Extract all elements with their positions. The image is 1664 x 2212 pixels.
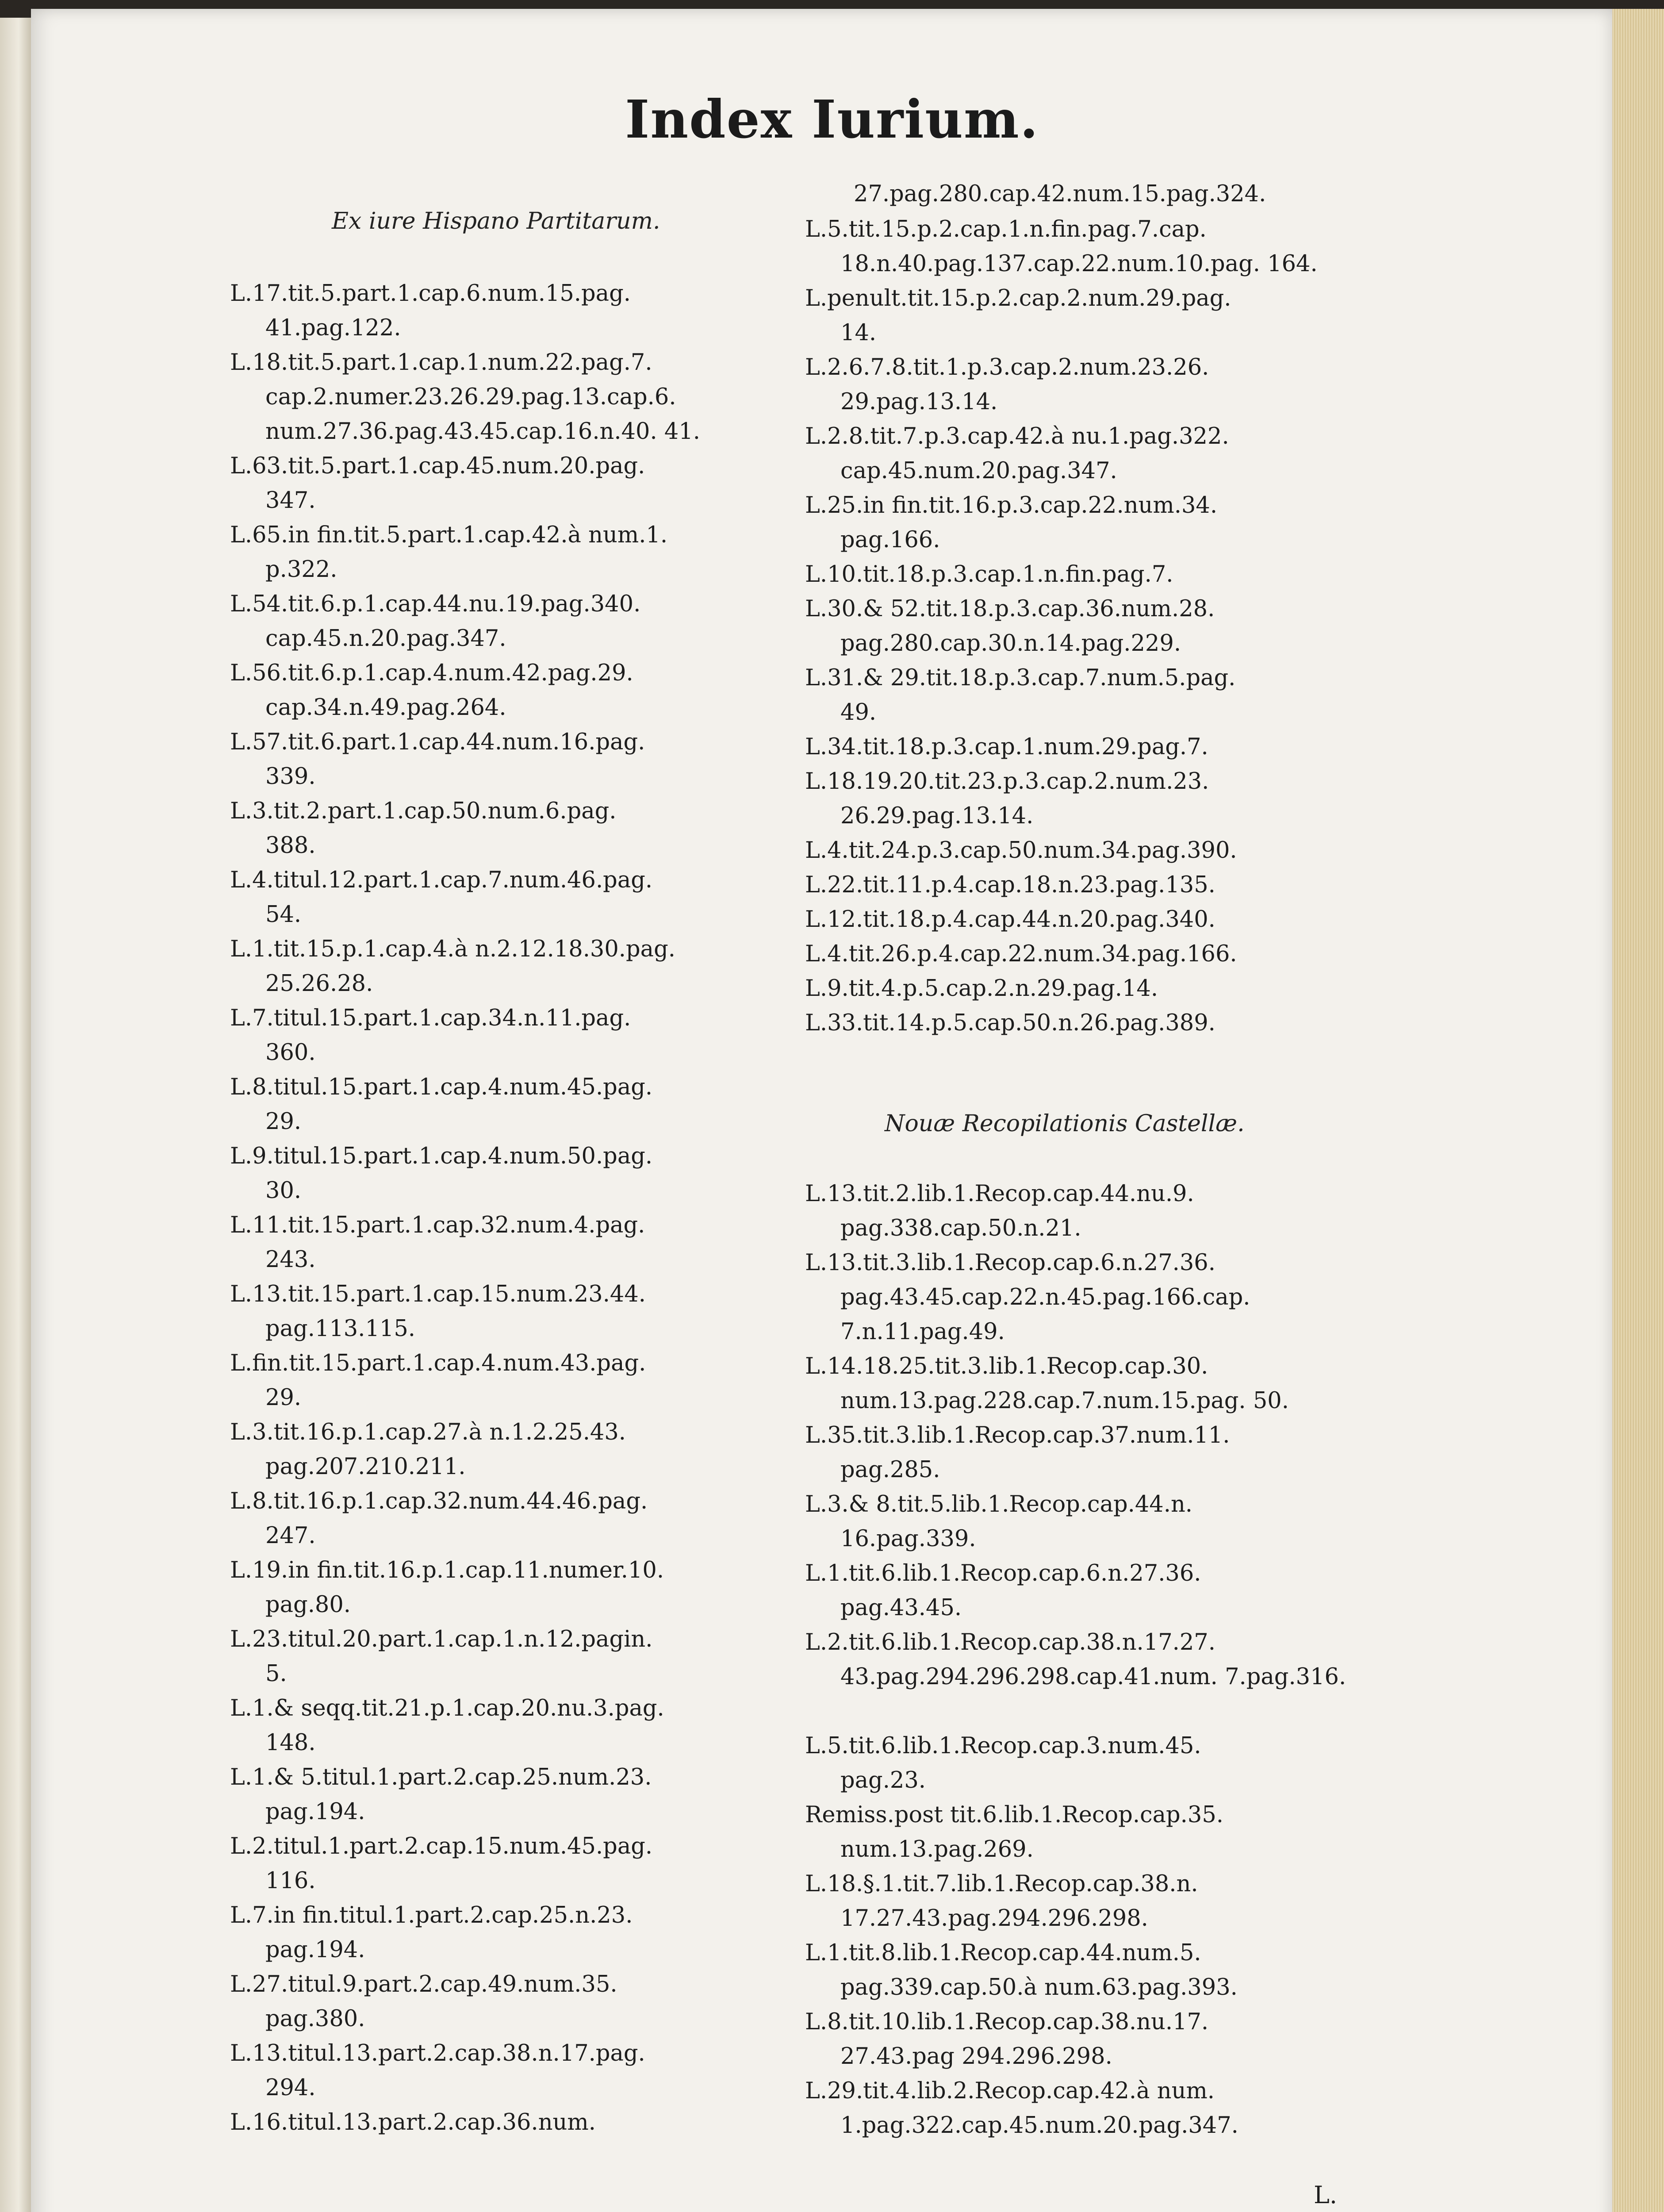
entry-continuation: 29.: [265, 1109, 302, 1135]
entry-first-line: L.5.tit.15.p.2.cap.1.n.fin.pag.7.cap.: [805, 216, 1207, 242]
entry-continuation: pag.23.: [840, 1767, 926, 1793]
entry-continuation: 339.: [265, 764, 316, 790]
entry-first-line: L.57.tit.6.part.1.cap.44.num.16.pag.: [230, 729, 645, 755]
entry-first-line: L.63.tit.5.part.1.cap.45.num.20.pag.: [230, 453, 645, 479]
entry-first-line: L.10.tit.18.p.3.cap.1.n.fin.pag.7.: [805, 561, 1173, 588]
index-entry: [805, 1867, 1353, 1936]
entry-continuation: pag.380.: [265, 2006, 365, 2032]
entry-first-line: L.9.titul.15.part.1.cap.4.num.50.pag.: [230, 1143, 653, 1169]
index-entry: [805, 1625, 1353, 1694]
entry-first-line: L.30.& 52.tit.18.p.3.cap.36.num.28.: [805, 596, 1215, 622]
entry-first-line: L.4.tit.24.p.3.cap.50.num.34.pag.390.: [805, 837, 1237, 864]
entry-continuation: pag.339.cap.50.à num.63.pag.393.: [840, 1974, 1238, 2001]
index-entry: [230, 656, 778, 725]
index-entry: [230, 276, 778, 346]
entry-continuation: 16.pag.339.: [840, 1526, 976, 1552]
index-entry: [805, 212, 1353, 281]
entry-continuation: pag.280.cap.30.n.14.pag.229.: [840, 630, 1181, 657]
entry-first-line: L.fin.tit.15.part.1.cap.4.num.43.pag.: [230, 1350, 646, 1376]
entry-continuation: pag.338.cap.50.n.21.: [840, 1215, 1081, 1241]
entry-continuation: cap.34.n.49.pag.264.: [265, 695, 506, 721]
entry-continuation: 347.: [265, 488, 316, 514]
index-entry: [805, 419, 1353, 488]
entry-first-line: L.2.tit.6.lib.1.Recop.cap.38.n.17.27.: [805, 1629, 1215, 1655]
catchword: L.: [1314, 2181, 1338, 2209]
section-title-recopilationis: Nouæ Recopilationis Castellæ.: [885, 1110, 1245, 1137]
entry-continuation: 247.: [265, 1523, 316, 1549]
entry-continuation: pag.113.115.: [265, 1316, 416, 1342]
index-entry: [230, 1691, 778, 1760]
entry-continuation: 360.: [265, 1040, 316, 1066]
entry-continuation: 116.: [265, 1868, 316, 1894]
entry-first-line: L.penult.tit.15.p.2.cap.2.num.29.pag.: [805, 285, 1231, 311]
entry-first-line: L.18.19.20.tit.23.p.3.cap.2.num.23.: [805, 768, 1209, 795]
index-entry: [230, 1415, 778, 1484]
entry-first-line: L.13.tit.3.lib.1.Recop.cap.6.n.27.36.: [805, 1250, 1215, 1276]
index-entry: [230, 725, 778, 794]
entry-continuation: 25.26.28.: [265, 971, 373, 997]
entry-continuation: 30.: [265, 1178, 302, 1204]
entry-first-line: L.2.8.tit.7.p.3.cap.42.à nu.1.pag.322.: [805, 423, 1229, 449]
index-entry: [805, 1006, 1353, 1041]
entry-continuation: pag.80.: [265, 1592, 351, 1618]
entry-continuation: 49.: [840, 699, 877, 726]
index-entry: [230, 1346, 778, 1415]
entry-first-line: L.35.tit.3.lib.1.Recop.cap.37.num.11.: [805, 1422, 1230, 1448]
entry-first-line: L.23.titul.20.part.1.cap.1.n.12.pagin.: [230, 1626, 653, 1652]
entry-continuation: 148.: [265, 1730, 316, 1756]
index-entry: [805, 1936, 1353, 2005]
index-entry: [805, 730, 1353, 764]
entry-continuation: 29.pag.13.14.: [840, 389, 998, 415]
index-entry: [230, 1208, 778, 1277]
entry-continuation: 1.pag.322.cap.45.num.20.pag.347.: [840, 2112, 1238, 2139]
entry-first-line: L.1.tit.15.p.1.cap.4.à n.2.12.18.30.pag.: [230, 936, 675, 962]
section-title-partitarum: Ex iure Hispano Partitarum.: [332, 208, 660, 234]
index-entry: [805, 972, 1353, 1006]
entry-continuation: 41.pag.122.: [265, 315, 401, 341]
index-entry: [805, 937, 1353, 972]
entry-continuation: 18.n.40.pag.137.cap.22.num.10.pag. 164.: [840, 251, 1318, 277]
entry-continuation: pag.285.: [840, 1457, 940, 1483]
left-page-edge: [0, 18, 31, 2212]
entry-first-line: L.1.& 5.titul.1.part.2.cap.25.num.23.: [230, 1764, 652, 1790]
entry-first-line: L.1.& seqq.tit.21.p.1.cap.20.nu.3.pag.: [230, 1695, 664, 1721]
index-entry: [805, 833, 1353, 868]
entry-continuation: 388.: [265, 833, 316, 859]
entry-continuation: cap.45.n.20.pag.347.: [265, 626, 506, 652]
entry-continuation: pag.166.: [840, 527, 940, 553]
entry-first-line: L.31.& 29.tit.18.p.3.cap.7.num.5.pag.: [805, 665, 1236, 691]
index-entry: [805, 868, 1353, 902]
index-entry: [230, 346, 778, 449]
entry-first-line: Remiss.post tit.6.lib.1.Recop.cap.35.: [805, 1802, 1223, 1828]
index-entry: [230, 1001, 778, 1070]
index-entry: [805, 1349, 1353, 1418]
entry-continuation: 54.: [265, 902, 302, 928]
entry-first-line: L.5.tit.6.lib.1.Recop.cap.3.num.45.: [805, 1733, 1201, 1759]
entry-continuation: num.13.pag.269.: [840, 1836, 1034, 1863]
index-entry: [230, 587, 778, 656]
index-entry: [230, 1277, 778, 1346]
entry-first-line: L.22.tit.11.p.4.cap.18.n.23.pag.135.: [805, 872, 1215, 898]
index-entry: [230, 2036, 778, 2105]
index-entry: [230, 1070, 778, 1139]
entry-first-line: L.18.§.1.tit.7.lib.1.Recop.cap.38.n.: [805, 1871, 1198, 1897]
index-entry: [230, 932, 778, 1001]
entry-first-line: L.65.in fin.tit.5.part.1.cap.42.à num.1.: [230, 522, 668, 548]
entry-first-line: L.13.tit.2.lib.1.Recop.cap.44.nu.9.: [805, 1181, 1194, 1207]
index-entry: [805, 281, 1353, 350]
entry-first-line: L.12.tit.18.p.4.cap.44.n.20.pag.340.: [805, 906, 1215, 933]
entry-continuation: 243.: [265, 1247, 316, 1273]
index-entry: [230, 863, 778, 932]
entry-first-line: L.2.titul.1.part.2.cap.15.num.45.pag.: [230, 1833, 653, 1859]
entry-continuation: pag.43.45.: [840, 1595, 962, 1621]
index-entry: [805, 1798, 1353, 1867]
index-entry: [805, 902, 1353, 937]
index-entry: [230, 1898, 778, 1967]
index-entry: [805, 488, 1353, 557]
entry-continuation: 294.: [265, 2075, 316, 2101]
continuation-text: 27.pag.280.cap.42.num.15.pag.324.: [854, 181, 1266, 207]
index-entry: [230, 794, 778, 863]
entry-first-line: L.25.in fin.tit.16.p.3.cap.22.num.34.: [805, 492, 1218, 518]
entry-first-line: L.17.tit.5.part.1.cap.6.num.15.pag.: [230, 280, 631, 307]
entry-first-line: L.9.tit.4.p.5.cap.2.n.29.pag.14.: [805, 975, 1158, 1002]
entry-first-line: L.7.titul.15.part.1.cap.34.n.11.pag.: [230, 1005, 631, 1031]
entry-first-line: L.18.tit.5.part.1.cap.1.num.22.pag.7.: [230, 349, 652, 376]
entry-continuation: 43.pag.294.296.298.cap.41.num. 7.pag.316.: [840, 1664, 1346, 1690]
entry-first-line: L.13.tit.15.part.1.cap.15.num.23.44.: [230, 1281, 646, 1307]
entry-first-line: L.56.tit.6.p.1.cap.4.num.42.pag.29.: [230, 660, 633, 686]
entry-first-line: L.8.tit.16.p.1.cap.32.num.44.46.pag.: [230, 1488, 648, 1514]
entry-first-line: L.11.tit.15.part.1.cap.32.num.4.pag.: [230, 1212, 645, 1238]
index-entry: [805, 1418, 1353, 1487]
index-entry: [805, 1487, 1353, 1556]
entry-first-line: L.2.6.7.8.tit.1.p.3.cap.2.num.23.26.: [805, 354, 1209, 380]
entry-first-line: L.1.tit.6.lib.1.Recop.cap.6.n.27.36.: [805, 1560, 1201, 1586]
entry-continuation: cap.45.num.20.pag.347.: [840, 458, 1117, 484]
index-entry: [805, 350, 1353, 419]
entry-first-line: L.3.tit.2.part.1.cap.50.num.6.pag.: [230, 798, 617, 824]
index-entry: [805, 2005, 1353, 2074]
index-entry: [805, 1177, 1353, 1246]
entry-continuation: pag.43.45.cap.22.n.45.pag.166.cap. 7.n.11.pag.49.: [840, 1284, 1250, 1345]
entry-first-line: L.4.tit.26.p.4.cap.22.num.34.pag.166.: [805, 941, 1237, 967]
entry-first-line: L.3.& 8.tit.5.lib.1.Recop.cap.44.n.: [805, 1491, 1193, 1517]
index-entry: [230, 1760, 778, 1829]
entry-continuation: pag.194.: [265, 1799, 365, 1825]
entry-first-line: L.19.in fin.tit.16.p.1.cap.11.numer.10.: [230, 1557, 664, 1583]
entry-continuation: 29.: [265, 1385, 302, 1411]
continuation-line: [854, 177, 1353, 211]
entry-continuation: pag.207.210.211.: [265, 1454, 466, 1480]
entry-continuation: 26.29.pag.13.14.: [840, 803, 1034, 829]
index-entry: [805, 661, 1353, 730]
index-entry: [805, 1246, 1353, 1349]
index-entry: [805, 592, 1353, 661]
entry-first-line: L.8.titul.15.part.1.cap.4.num.45.pag.: [230, 1074, 653, 1100]
entry-first-line: L.4.titul.12.part.1.cap.7.num.46.pag.: [230, 867, 653, 893]
index-entry: [230, 2105, 778, 2140]
index-entry: [805, 2074, 1353, 2143]
page-fore-edge: [1612, 9, 1664, 2212]
entry-continuation: 5.: [265, 1661, 287, 1687]
entry-first-line: L.7.in fin.titul.1.part.2.cap.25.n.23.: [230, 1902, 633, 1928]
index-entry: [230, 1553, 778, 1622]
entry-continuation: 17.27.43.pag.294.296.298.: [840, 1905, 1148, 1932]
index-entry: [230, 1484, 778, 1553]
index-entry: [230, 1139, 778, 1208]
entry-first-line: L.8.tit.10.lib.1.Recop.cap.38.nu.17.: [805, 2009, 1209, 2035]
entry-first-line: L.16.titul.13.part.2.cap.36.num.: [230, 2109, 596, 2135]
index-entry: [230, 518, 778, 587]
entry-first-line: L.33.tit.14.p.5.cap.50.n.26.pag.389.: [805, 1010, 1215, 1036]
entry-first-line: L.34.tit.18.p.3.cap.1.num.29.pag.7.: [805, 734, 1208, 760]
entry-first-line: L.54.tit.6.p.1.cap.44.nu.19.pag.340.: [230, 591, 641, 617]
index-entry: [230, 1622, 778, 1691]
index-entry: [230, 1967, 778, 2036]
entry-first-line: L.29.tit.4.lib.2.Recop.cap.42.à num.: [805, 2078, 1215, 2104]
index-entry: [805, 1556, 1353, 1625]
entry-continuation: pag.194.: [265, 1937, 365, 1963]
index-entry: [230, 1829, 778, 1898]
entry-continuation: 27.43.pag 294.296.298.: [840, 2043, 1112, 2070]
entry-first-line: L.14.18.25.tit.3.lib.1.Recop.cap.30.: [805, 1353, 1208, 1379]
index-entry: [805, 1729, 1353, 1798]
index-entry: [230, 449, 778, 518]
running-head: Index Iurium.: [625, 88, 1039, 150]
entry-continuation: 14.: [840, 320, 877, 346]
entry-first-line: L.27.titul.9.part.2.cap.49.num.35.: [230, 1971, 617, 1997]
entry-first-line: L.1.tit.8.lib.1.Recop.cap.44.num.5.: [805, 1940, 1201, 1966]
entry-continuation: cap.2.numer.23.26.29.pag.13.cap.6. num.27.36.pag.43.45.cap.16.n.40. 41.: [265, 384, 701, 445]
entry-first-line: L.13.titul.13.part.2.cap.38.n.17.pag.: [230, 2040, 645, 2066]
entry-first-line: L.3.tit.16.p.1.cap.27.à n.1.2.25.43.: [230, 1419, 626, 1445]
index-entry: [805, 557, 1353, 592]
entry-continuation: p.322.: [265, 557, 337, 583]
index-entry: [805, 764, 1353, 833]
entry-continuation: num.13.pag.228.cap.7.num.15.pag. 50.: [840, 1388, 1289, 1414]
